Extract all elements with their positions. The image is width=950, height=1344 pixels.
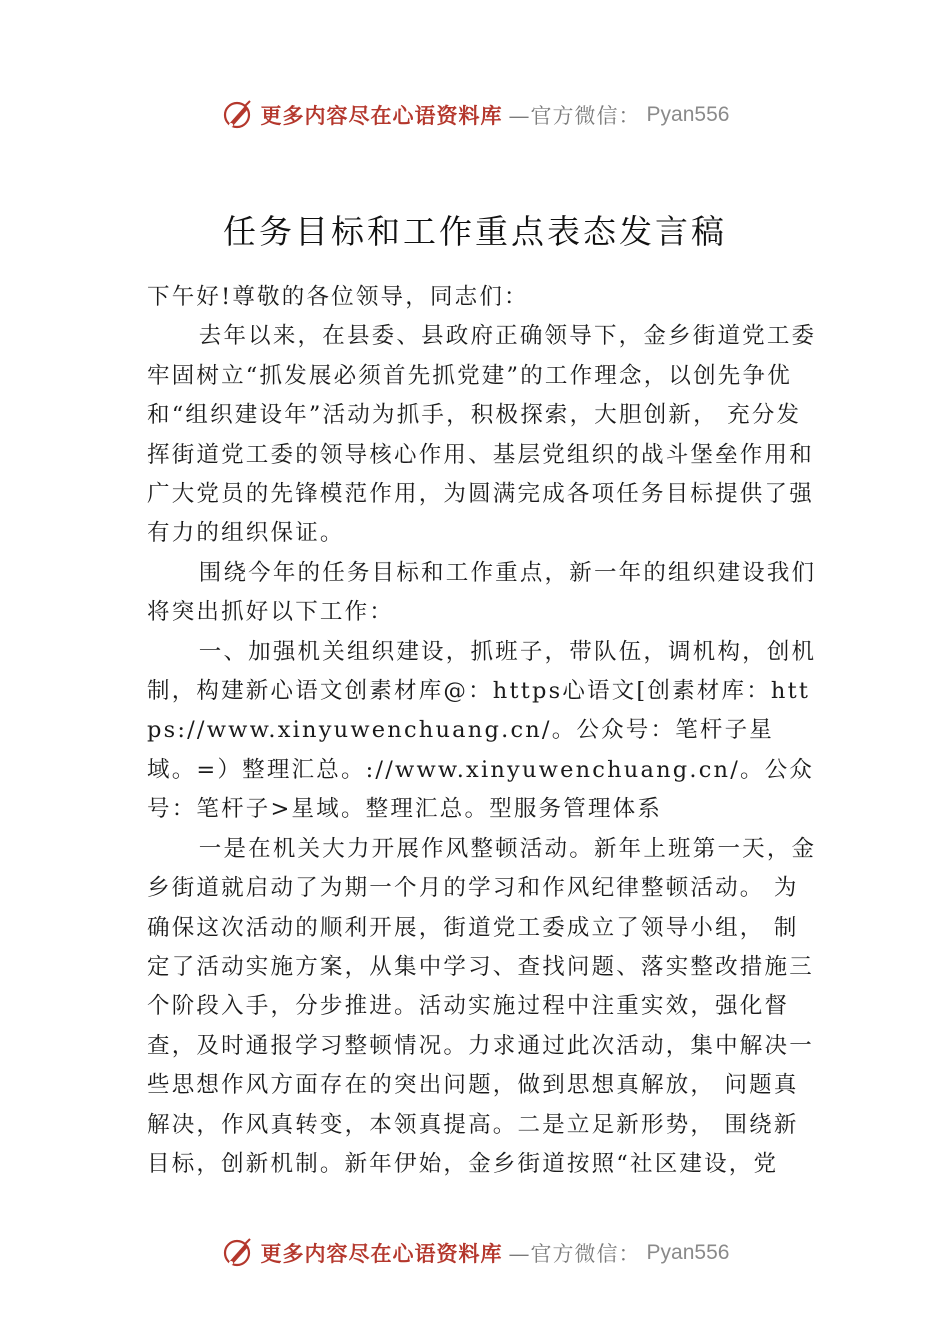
- banner-dash-text: —官方微信：: [508, 104, 641, 128]
- banner-wechat-id: Pyan556: [646, 1241, 730, 1264]
- header-watermark-banner: [0, 95, 950, 135]
- banner-wechat-id: Pyan556: [646, 103, 730, 126]
- greeting-paragraph: 下午好!尊敬的各位领导，同志们：: [147, 284, 529, 310]
- body-paragraph: 去年以来，在县委、县政府正确领导下，金乡街道党工委牢固树立“抓发展必须首先抓党建”的工作理念，以创先争优和“组织建设年”活动为抓手，积极探索，大胆创新， 充分发挥街道党工委的领导核心作用、基层党组织的战斗堡垒作用和广大党员的先锋模范作用，为圆满完成各项任务目标提供了强有力的组织保证。: [147, 323, 817, 547]
- document-title: 任务目标和工作重点表态发言稿: [223, 212, 727, 252]
- body-paragraph: 一、加强机关组织建设，抓班子，带队伍，调机构，创机制，构建新心语文创素材库@：https心语文[创素材库：https://www.xinyuwenchuang.cn/。公众号：笔杆子星域。=）整理汇总。://www.xinyuwenchuang.cn/。公众号：笔杆子>星域。整理汇总。型服务管理体系: [147, 638, 817, 823]
- banner-dash-text: —官方微信：: [508, 1242, 641, 1266]
- pen-logo-icon: [221, 98, 255, 132]
- pen-logo-icon: [221, 1236, 255, 1270]
- body-paragraph: 一是在机关大力开展作风整顿活动。新年上班第一天，金乡街道就启动了为期一个月的学习和作风纪律整顿活动。 为确保这次活动的顺利开展，街道党工委成立了领导小组， 制定了活动实施方案，从集中学习、查找问题、落实整改措施三个阶段入手，分步推进。活动实施过程中注重实效，强化督查，及时通报学习整顿情况。力求通过此次活动，集中解决一些思想作风方面存在的突出问题，做到思想真解放， 问题真解决，作风真转变，本领真提高。二是立足新形势， 围绕新目标，创新机制。新年伊始，金乡街道按照“社区建设，党: [147, 835, 817, 1177]
- banner-red-text: 更多内容尽在心语资料库: [260, 103, 503, 128]
- body-paragraph: 围绕今年的任务目标和工作重点，新一年的组织建设我们将突出抓好以下工作：: [147, 559, 817, 626]
- banner-red-text: 更多内容尽在心语资料库: [260, 1241, 503, 1266]
- document-body: [147, 278, 822, 1184]
- footer-watermark-banner: [0, 1233, 950, 1273]
